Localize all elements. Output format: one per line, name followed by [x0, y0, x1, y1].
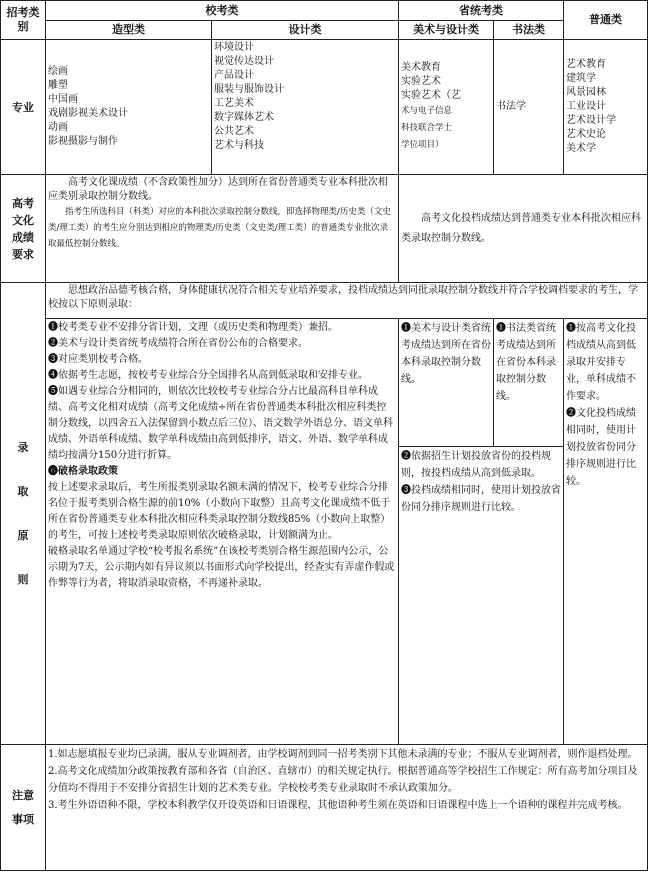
- major-item: 环境设计: [214, 42, 254, 53]
- major-item: 美术教育: [401, 61, 441, 73]
- school-exam-header-cell: [46, 1, 399, 21]
- majors-label-cell: [1, 40, 46, 175]
- major-item: 艺术与科技: [214, 140, 264, 151]
- major-item: 科技联合学士: [401, 122, 453, 133]
- major-item: 视觉传达设计: [214, 56, 274, 67]
- culture-school-note: 指考生所选科目（科类）对应的本科批次录取控制分数线，即选择物理类/历史类（文史类/理工类）的考生应分别达到相应的物理类/历史类（文史类/理工类）的普通类专业批次录取最低控制分数线。: [48, 207, 391, 249]
- notes-label-cell: [1, 745, 46, 871]
- major-item: 服装与服饰设计: [214, 84, 284, 95]
- major-item: 学位项目）: [401, 139, 444, 150]
- major-item: 风景园林: [566, 87, 606, 98]
- general-admission-item: ❷文化投档成绩相同时，使用计划投放省份同分排序规则进行比较。: [566, 408, 636, 487]
- art-admission-cell: [399, 319, 494, 447]
- modeling-header-cell: [46, 21, 212, 40]
- category-header-cell: [1, 1, 46, 40]
- major-item: 艺术史论: [566, 129, 606, 140]
- school-admission-item: ❺如遇专业综合分相同的，则依次比较校考专业综合分占比最高科目单科成绩、高考文化相对成绩（高考文化成绩÷所在省份普通类本科批次相应科类控制分数线，以四舍五入法保留到小数点后三位）、语文数学外语总分、语文单科成绩、外语单科成绩、数学单科成绩由高到低排序，语文、外语、数学单科成绩均按满分150分进行折算。: [48, 386, 393, 461]
- major-item: 戏剧影视美术设计: [48, 108, 128, 119]
- provincial-exam-header-cell: [399, 1, 564, 21]
- general-header: 普通类: [589, 13, 622, 26]
- design-header: 设计类: [288, 23, 322, 36]
- culture-label-cell: [1, 175, 46, 283]
- school-admission-item: ❷美术与设计类省统考成绩符合所在省份公布的合格要求。: [48, 338, 308, 349]
- general-admission-item: ❶按高考文化投档成绩从高到低录取并安排专业，单科成绩不作要求。: [566, 323, 636, 402]
- major-item: 书法学: [496, 101, 526, 112]
- break-policy-title: ❻破格录取政策: [48, 466, 118, 477]
- provincial-exam-header: 省统考类: [459, 3, 503, 17]
- culture-other-cell: [399, 175, 648, 283]
- general-majors: [564, 40, 648, 175]
- major-item: 产品设计: [214, 70, 254, 81]
- major-item: 建筑学: [566, 73, 596, 84]
- major-item: 艺术设计学: [566, 115, 616, 126]
- calligraphy-majors: [494, 40, 564, 175]
- major-item: 数字媒体艺术: [214, 112, 274, 123]
- major-item: 实验艺术（艺: [401, 89, 461, 101]
- culture-school-text: 高考文化课成绩（不含政策性加分）达到所在省份普通类专业本科批次相应类别录取控制分数线。: [48, 177, 388, 202]
- major-item: 绘画: [48, 66, 68, 77]
- school-admission-item: ❸对应类别校考合格。: [48, 354, 148, 365]
- school-exam-header: 校考类: [205, 3, 239, 17]
- admission-label: 录取原则: [17, 440, 29, 586]
- calligraphy-header-cell: [494, 21, 564, 40]
- major-item: 工艺美术: [214, 98, 254, 109]
- culture-other-text: 高考文化投档成绩达到普通类专业本科批次相应科类录取控制分数线。: [401, 212, 641, 244]
- major-item: 动画: [48, 122, 68, 133]
- provincial-shared-admission-cell: [399, 447, 564, 745]
- admission-intro: 思想政治品德考核合格，身体健康状况符合相关专业培养要求，投档成绩达到同批录取控制分数线并符合学校调档要求的考生，学校按以下原则录取：: [48, 285, 638, 310]
- notes-label: 注意事项: [12, 788, 34, 826]
- provincial-admission-item: ❸投档成绩相同时，使用计划投放省份同分排序规则进行比较。: [401, 485, 561, 513]
- major-item: 影视摄影与制作: [48, 136, 118, 147]
- category-header: 招考类别: [6, 6, 40, 33]
- major-item: 美术学: [566, 143, 596, 154]
- design-header-cell: [212, 21, 399, 40]
- calligraphy-header: 书法类: [512, 23, 545, 36]
- art-design-majors: [399, 40, 494, 175]
- provincial-admission-item: ❷依据招生计划投放省份的投档规则，按投档成绩从高到低录取。: [401, 451, 551, 479]
- modeling-header: 造型类: [112, 23, 145, 36]
- major-item: 术与电子信息: [401, 105, 453, 116]
- admission-intro-cell: [46, 283, 648, 319]
- school-admission-cell: [46, 319, 399, 745]
- major-item: 艺术教育: [566, 59, 606, 70]
- break-policy-publicity: 破格录取名单通过学校“校考报名系统”在该校考类别合格生源范围内公示，公示期为7天，公示期内如有异议须以书面形式向学校提出，经查实有弄虚作假或作弊等行为者，将取消录取资格，不再递补录取。: [48, 546, 395, 589]
- major-item: 雕塑: [48, 80, 68, 91]
- admission-label-cell: [1, 283, 46, 745]
- general-header-cell: [564, 1, 648, 40]
- school-admission-item: ❹依据考生志愿，按校考专业综合分全国排名从高到低录取和安排专业。: [48, 370, 368, 381]
- major-item: 公共艺术: [214, 126, 254, 137]
- calligraphy-admission-item: ❶书法类省统考成绩达到所在省份本科录取控制分数线。: [496, 323, 556, 402]
- art-design-header-cell: [399, 21, 494, 40]
- note-item: 2.高考文化成绩加分政策按教育部和各省（自治区、直辖市）的相关规定执行。根据普通高等学校招生工作规定：所有高考加分项目及分值均不得用于不安排分省招生计划的艺术类专业。学校校考类专业录取时不承认政策加分。: [48, 766, 638, 794]
- note-item: 1.如志愿填报专业均已录满，服从专业调剂者，由学校调剂到同一招考类别下其他未录满的专业；不服从专业调剂者，则作退档处理。: [48, 749, 638, 760]
- major-item: 实验艺术: [401, 75, 441, 87]
- major-item: 中国画: [48, 94, 78, 105]
- break-policy-text: 按上述要求录取后，考生所报类别录取名额未满的情况下，校考专业综合分排名位于报考类别合格生源的前10%（小数向下取整）且高考文化课成绩不低于所在省份普通类专业本科批次相应科类录取控制分数线85%（小数向上取整）的考生，可按上述校考类录取原则依次破格录取，计划额满为止。: [48, 482, 391, 541]
- school-admission-item: ❶校考类专业不安排分省计划，文理（或历史类和物理类）兼招。: [48, 322, 338, 333]
- art-design-header: 美术与设计类: [413, 23, 479, 36]
- art-admission-item: ❶美术与设计类省统考成绩达到所在省份本科录取控制分数线。: [401, 323, 491, 385]
- note-item: 3.考生外语语种不限，学校本科教学仅开设英语和日语课程，其他语种考生须在英语和日语课程中选上一个语种的课程并完成考核。: [48, 800, 628, 811]
- culture-label: 高考文化成绩要求: [12, 196, 34, 261]
- culture-school-cell: [46, 175, 399, 283]
- general-admission-cell: [564, 319, 648, 745]
- notes-cell: [46, 745, 648, 871]
- majors-label: 专业: [12, 100, 34, 114]
- calligraphy-admission-cell: [494, 319, 564, 447]
- modeling-majors: [46, 40, 212, 175]
- major-item: 工业设计: [566, 101, 606, 112]
- design-majors: [212, 40, 399, 175]
